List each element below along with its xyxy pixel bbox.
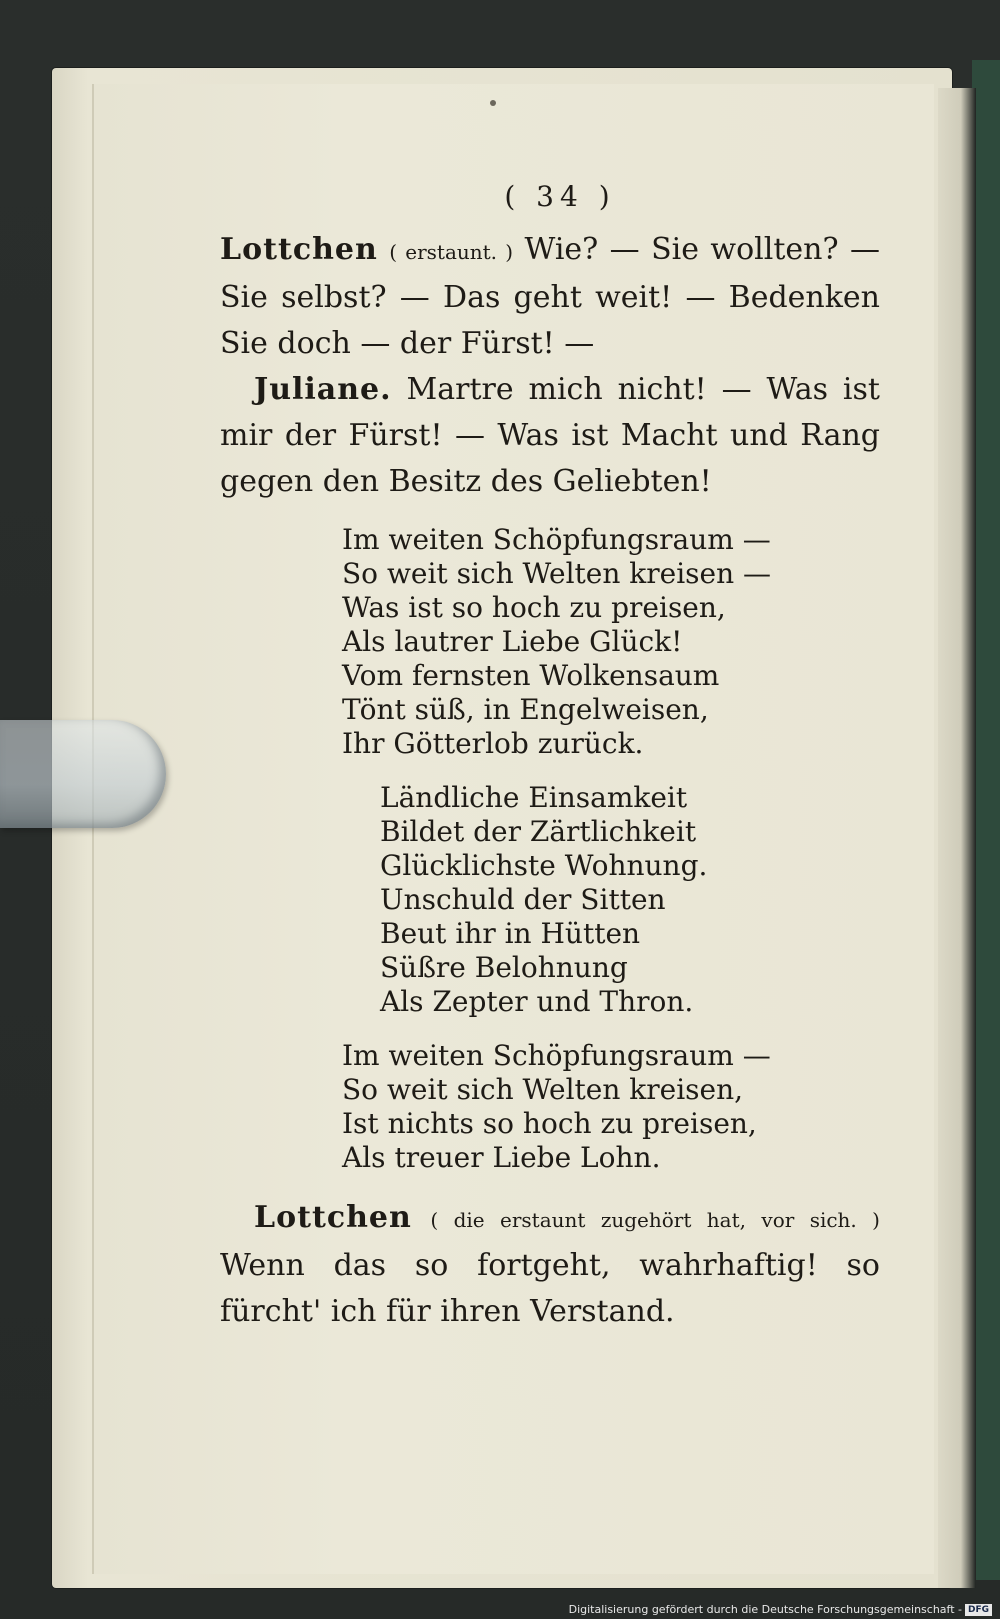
dialogue-block	[220, 227, 880, 505]
verse-line: Vom fernsten Wolkensaum	[342, 659, 720, 692]
digitization-footer	[569, 1603, 992, 1616]
verse-line: Ist nichts so hoch zu preisen,	[342, 1107, 757, 1140]
dialogue-lottchen	[220, 227, 880, 367]
verse-line: Beut ihr in Hütten	[380, 917, 641, 950]
dialogue-text: Wenn das so fortgeht, wahrhaftig! so fürcht' ich für ihren Verstand.	[220, 1248, 880, 1329]
stage-direction: ( die erstaunt zugehört hat, vor sich. )	[430, 1208, 880, 1232]
verse-line: Ihr Götterlob zurück.	[342, 727, 644, 760]
page-fold-edge	[938, 88, 976, 1588]
verse-line: Als treuer Liebe Lohn.	[342, 1141, 661, 1174]
verse-line: Ländliche Einsamkeit	[380, 781, 688, 814]
dialogue-text: Wie? — Sie wollten? — Sie selbst? — Das geht weit! — Bedenken Sie doch — der Fürst! —	[220, 232, 880, 361]
page-text	[220, 180, 880, 1335]
footer-credit: Digitalisierung gefördert durch die Deutsche Forschungsgemeinschaft -	[568, 1603, 962, 1616]
verse-line: Als Zepter und Thron.	[380, 985, 694, 1018]
verse-stanza-1	[342, 523, 880, 761]
verse-stanza-2	[380, 781, 880, 1019]
verse-line: Süßre Belohnung	[380, 951, 628, 984]
ink-spot	[490, 100, 496, 106]
verse-line: Als lautrer Liebe Glück!	[342, 625, 683, 658]
dialogue-lottchen-closing	[220, 1195, 880, 1335]
verse-line: So weit sich Welten kreisen,	[342, 1073, 744, 1106]
backing-board	[972, 60, 1000, 1580]
speaker-name: Lottchen	[254, 1200, 412, 1235]
dialogue-text: Martre mich nicht! — Was ist mir der Fürst! — Was ist Macht und Rang gegen den Besitz des Geliebten!	[220, 372, 880, 499]
dialogue-juliane	[220, 367, 880, 505]
verse-line: So weit sich Welten kreisen —	[342, 557, 772, 590]
page-holder-clip	[0, 720, 166, 828]
speaker-name: Lottchen	[220, 232, 378, 267]
verse-line: Unschuld der Sitten	[380, 883, 666, 916]
dfg-logo: DFG	[965, 1604, 992, 1616]
closing-dialogue	[220, 1195, 880, 1335]
verse-line: Was ist so hoch zu preisen,	[342, 591, 726, 624]
verse-line: Im weiten Schöpfungsraum —	[342, 1039, 771, 1072]
verse-line: Im weiten Schöpfungsraum —	[342, 523, 771, 556]
verse-stanza-3	[342, 1039, 880, 1175]
verse-line: Bildet der Zärtlichkeit	[380, 815, 697, 848]
verse-line: Glücklichste Wohnung.	[380, 849, 708, 882]
speaker-name: Juliane.	[254, 372, 392, 407]
page-number: ( 34 )	[504, 180, 616, 213]
verse-line: Tönt süß, in Engelweisen,	[342, 693, 709, 726]
stage-direction: ( erstaunt. )	[389, 240, 514, 264]
